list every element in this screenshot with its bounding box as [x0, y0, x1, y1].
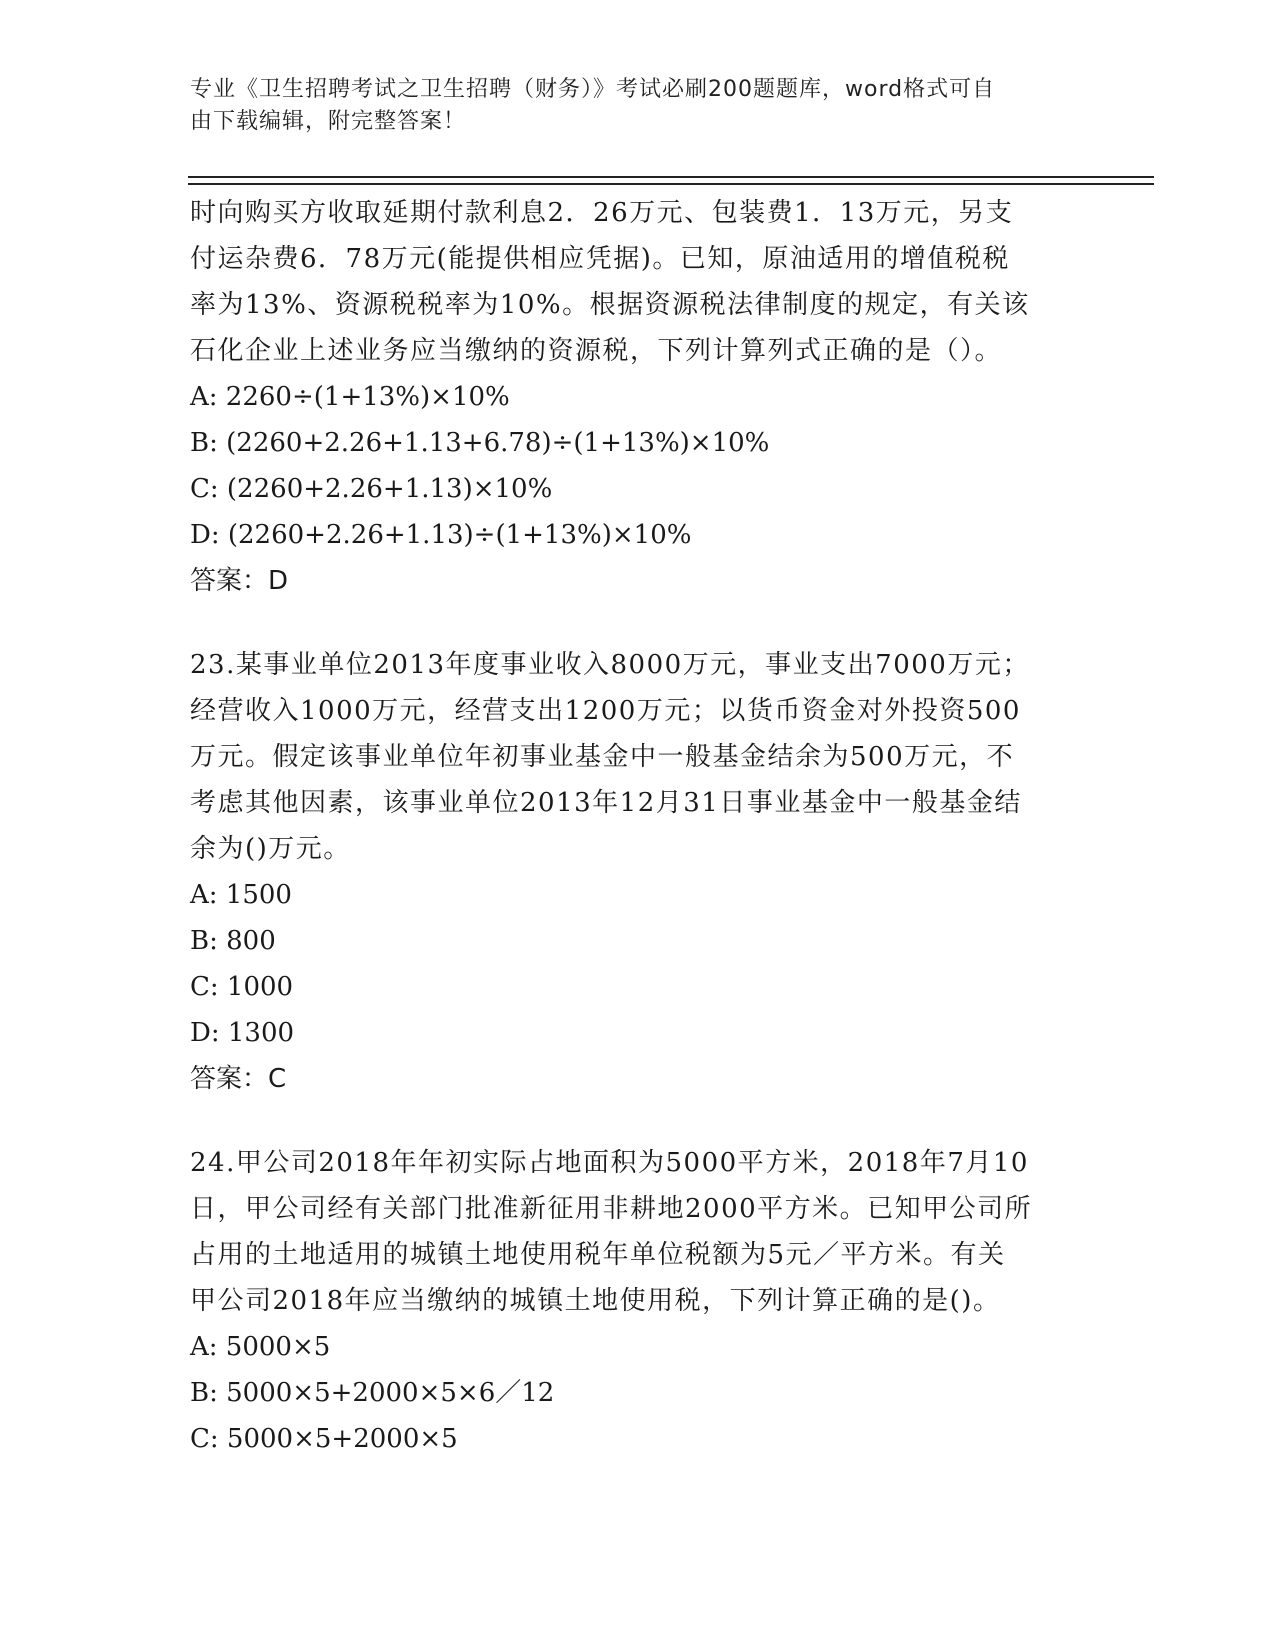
header-divider-bottom	[188, 183, 1154, 185]
question-22-option-d: D: (2260+2.26+1.13)÷(1+13%)×10%	[190, 520, 692, 550]
question-23-line-5: 余为()万元。	[190, 834, 351, 864]
question-23-line-4: 考虑其他因素，该事业单位2013年12月31日事业基金中一般基金结	[190, 788, 1022, 818]
question-23-option-b: B: 800	[190, 926, 276, 956]
question-22	[190, 190, 1090, 604]
question-22-line-3: 率为13%、资源税税率为10%。根据资源税法律制度的规定，有关该	[190, 290, 1030, 320]
question-22-option-c: C: (2260+2.26+1.13)×10%	[190, 474, 553, 504]
question-24-line-4: 甲公司2018年应当缴纳的城镇土地使用税，下列计算正确的是()。	[190, 1286, 1001, 1316]
question-22-line-4: 石化企业上述业务应当缴纳的资源税，下列计算列式正确的是（）。	[190, 336, 1003, 366]
question-24-line-3: 占用的土地适用的城镇土地使用税年单位税额为5元／平方米。有关	[190, 1240, 1006, 1270]
header-title-line-1: 专业《卫生招聘考试之卫生招聘（财务）》考试必刷200题题库，word格式可自	[190, 77, 996, 102]
question-23-line-3: 万元。假定该事业单位年初事业基金中一般基金结余为500万元，不	[190, 742, 1015, 772]
document-header	[190, 74, 1090, 138]
question-23-answer: 答案：C	[190, 1064, 287, 1094]
question-24-line-2: 日，甲公司经有关部门批准新征用非耕地2000平方米。已知甲公司所	[190, 1194, 1033, 1224]
spacer	[190, 604, 1090, 642]
question-22-line-2: 付运杂费6．78万元(能提供相应凭据)。已知，原油适用的增值税税	[190, 244, 1010, 274]
question-24	[190, 1140, 1090, 1462]
question-22-answer: 答案：D	[190, 566, 289, 596]
question-23-line-1: 23.某事业单位2013年度事业收入8000万元，事业支出7000万元；	[190, 650, 1030, 680]
question-23-option-d: D: 1300	[190, 1018, 295, 1048]
question-23-option-a: A: 1500	[190, 880, 292, 910]
question-23-option-c: C: 1000	[190, 972, 294, 1002]
question-22-option-a: A: 2260÷(1+13%)×10%	[190, 382, 510, 412]
header-title-line-2: 由下载编辑，附完整答案！	[190, 109, 467, 134]
question-24-option-a: A: 5000×5	[190, 1332, 331, 1362]
question-23-line-2: 经营收入1000万元，经营支出1200万元；以货币资金对外投资500	[190, 696, 1021, 726]
question-22-option-b: B: (2260+2.26+1.13+6.78)÷(1+13%)×10%	[190, 428, 770, 458]
document-content	[190, 190, 1090, 1462]
question-23	[190, 642, 1090, 1102]
header-divider-top	[188, 176, 1154, 178]
question-24-option-b: B: 5000×5+2000×5×6／12	[190, 1378, 555, 1408]
question-22-line-1: 时向购买方收取延期付款利息2．26万元、包装费1．13万元，另支	[190, 198, 1014, 228]
question-24-line-1: 24.甲公司2018年年初实际占地面积为5000平方米，2018年7月10	[190, 1148, 1029, 1178]
question-24-option-c: C: 5000×5+2000×5	[190, 1424, 458, 1454]
spacer	[190, 1102, 1090, 1140]
